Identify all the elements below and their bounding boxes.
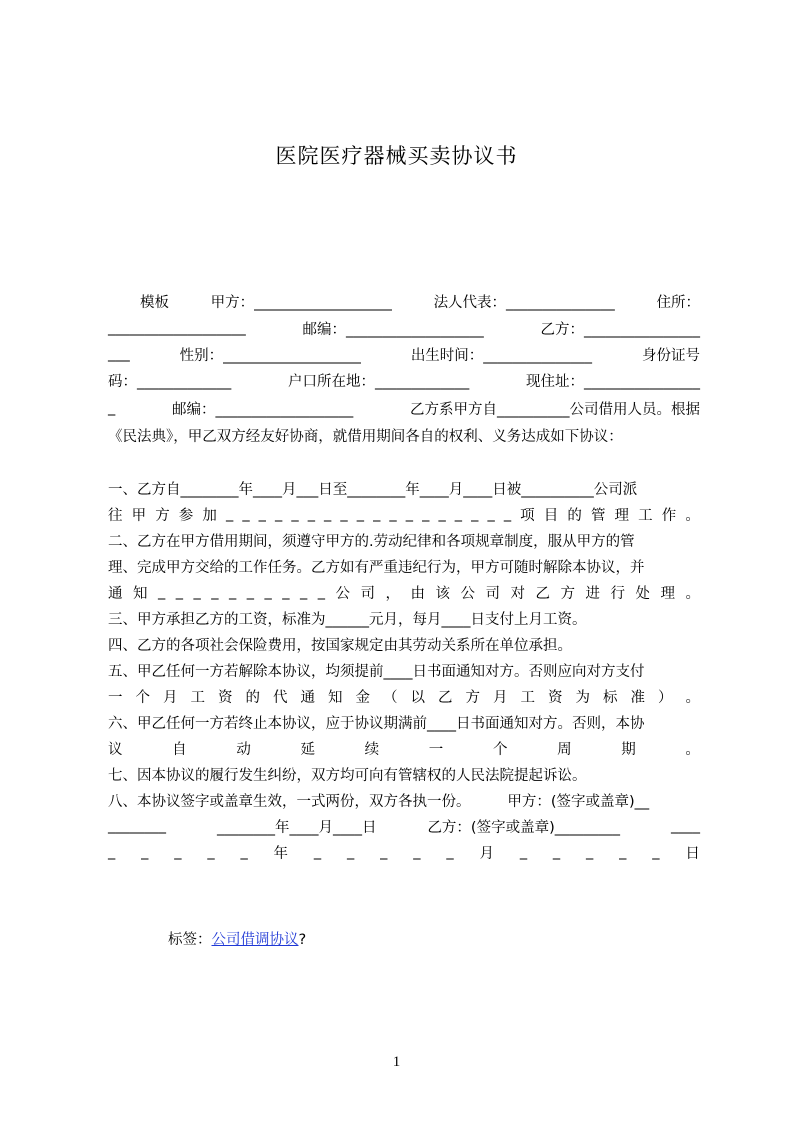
party-info-segment: 户口所在地：_____________ — [288, 373, 470, 390]
clause-segment: 工 — [638, 507, 653, 524]
clause-segment: _ — [652, 844, 660, 860]
clause-segment: 乙方：(签字或盖章)_________ — [427, 819, 621, 836]
clause-segment: 年 — [273, 845, 289, 862]
clause-segment: 理 — [614, 507, 630, 524]
clause-segment: _ — [264, 584, 272, 600]
clause-line — [108, 579, 700, 605]
clause-segment: _ — [174, 844, 182, 860]
clause-segment: 的 — [245, 689, 260, 706]
clause-line: 六、甲乙任何一方若终止本协议，应于协议期满前____日书面通知对方。否则，本协 — [108, 715, 645, 732]
clause-segment: 通 — [108, 585, 123, 602]
clause-line: 四、乙方的各项社会保险费用，按国家规定由其劳动关系所在单位承担。 — [108, 637, 572, 654]
clause-segment: 由 — [410, 585, 425, 602]
clause-segment: 期 — [621, 741, 636, 758]
clause-segment: 进 — [585, 585, 600, 602]
clause-segment: 准 — [630, 689, 645, 706]
clause-segment: 代 — [273, 689, 288, 706]
clause-segment: 理 — [660, 585, 675, 602]
party-info-segment: 模板 — [140, 294, 169, 311]
party-info-segment: 性别：___________________ — [179, 347, 361, 364]
clause-segment: _ — [300, 584, 308, 600]
clause-line: 五、甲乙任何一方若解除本协议，均须提前____日书面通知对方。否则应向对方支付 — [108, 663, 645, 680]
clause-segment: 月 — [479, 845, 494, 862]
clause-segment: _ — [225, 506, 234, 522]
clause-segment: _ — [586, 844, 594, 860]
clause-segment: 一 — [108, 689, 123, 706]
clause-segment: 知 — [133, 585, 148, 602]
document-title: 医院医疗器械买卖协议书 — [275, 144, 518, 168]
clause-segment: _ — [619, 844, 627, 860]
clause-segment: _ — [454, 506, 463, 522]
clause-segment: ， — [385, 585, 400, 602]
clause-segment: _ — [340, 506, 348, 522]
clause-segment: _ — [291, 506, 299, 522]
tag-suffix: ? — [298, 932, 307, 948]
clause-segment: 个 — [135, 689, 150, 706]
clause-segment: _ — [356, 506, 364, 522]
clause-segment: _ — [211, 584, 219, 600]
clause-segment: ____ — [670, 818, 700, 834]
party-info-line — [108, 395, 700, 421]
tag-link[interactable]: 公司借调协议 — [211, 932, 299, 948]
party-info-segment: 乙方系甲方自__________公司借用人员。根据 — [410, 401, 700, 418]
clause-segment: ________年____月____日 — [216, 819, 377, 836]
clause-segment: 行 — [610, 585, 625, 602]
clause-segment: 资 — [218, 689, 233, 706]
clause-segment: 公 — [460, 585, 475, 602]
clause-segment: _ — [275, 506, 283, 522]
clause-segment: 工 — [190, 689, 205, 706]
tags-row — [168, 928, 306, 949]
party-info-segment: 码：_____________ — [108, 373, 232, 390]
clause-segment: _ — [471, 506, 479, 522]
party-info-segment: ___________________ — [108, 320, 246, 336]
clause-segment: _ — [108, 844, 116, 860]
clause-segment: 月 — [163, 689, 178, 706]
clause-segment: 处 — [635, 585, 650, 602]
clause-segment: _ — [141, 844, 149, 860]
party-info-segment: 出生时间：_______________ — [410, 347, 593, 364]
clause-segment: 公 — [335, 585, 350, 602]
clause-line: 一、乙方自________年____月___日至________年____月____日被__________公司派 — [108, 481, 638, 498]
clause-line: 三、甲方承担乙方的工资，标准为______元月，每月____日支付上月工资。 — [108, 611, 587, 628]
clause-segment: 方 — [560, 585, 575, 602]
clause-segment: 参 — [178, 507, 194, 524]
clause-line: 理、完成甲方交给的工作任务。乙方如有严重违纪行为，甲方可随时解除本协议，并 — [108, 559, 645, 576]
clause-line — [108, 839, 700, 865]
party-info-line — [108, 315, 700, 341]
clause-segment: _ — [519, 844, 528, 860]
page-number: 1 — [392, 1054, 401, 1070]
clause-segment: 。 — [685, 507, 700, 524]
clause-segment: ________ — [108, 818, 166, 834]
party-info-segment: 甲方：___________________ — [210, 294, 392, 311]
clause-segment: _ — [446, 844, 454, 860]
party-info-segment: 住所： — [656, 294, 700, 311]
clause-line — [108, 813, 700, 839]
clause-segment: _ — [307, 506, 315, 522]
clause-segment: 知 — [328, 689, 343, 706]
clause-segment: 作 — [661, 507, 677, 524]
party-info-line — [108, 367, 700, 393]
clause-segment: 一 — [428, 741, 444, 758]
clause-line — [108, 683, 700, 709]
clause-segment: 资 — [548, 689, 563, 706]
clause-segment: _ — [487, 506, 495, 522]
intro-line: 《民法典》，甲乙双方经友好协商，就借用期间各自的权利、义务达成如下协议： — [108, 428, 623, 445]
party-info-segment: 邮编：___________________ — [172, 401, 354, 418]
clause-segment: 日 — [685, 845, 700, 862]
clause-segment: 。 — [685, 689, 700, 706]
clause-segment: _ — [389, 506, 397, 522]
party-info-segment: ___ — [108, 346, 130, 362]
clause-line: 二、乙方在甲方借用期间，须遵守甲方的.劳动纪律和各项规章制度，服从甲方的管 — [108, 533, 635, 550]
clause-segment: 工 — [520, 689, 535, 706]
clause-line: 七、因本协议的履行发生纠纷，双方均可向有管辖权的人民法院提起诉讼。 — [108, 767, 587, 784]
clause-segment: 乙 — [438, 689, 453, 706]
clause-segment: 目 — [543, 507, 559, 524]
party-info-segment: 邮编：___________________ — [302, 321, 484, 338]
clause-segment: 月 — [493, 689, 508, 706]
clause-segment: 加 — [202, 507, 217, 524]
clause-segment: _ — [229, 584, 237, 600]
clause-segment: _ — [175, 584, 183, 600]
party-info-line — [140, 288, 700, 314]
clause-segment: _ — [207, 844, 215, 860]
party-info-segment: 法人代表：_______________ — [433, 294, 615, 311]
clause-segment: _ — [282, 584, 290, 600]
clause-segment: 。 — [685, 741, 700, 758]
clause-segment: _ — [158, 584, 166, 600]
clause-segment: 标 — [603, 689, 618, 706]
clause-segment: 方 — [155, 507, 170, 524]
tags-label: 标签： — [168, 932, 212, 948]
clause-segment: _ — [246, 584, 254, 600]
clause-line — [108, 501, 700, 527]
clause-segment: 司 — [485, 585, 500, 602]
party-info-segment: 乙方：________________ — [540, 321, 700, 338]
clause-segment: 司 — [360, 585, 375, 602]
clause-segment: 延 — [300, 741, 315, 758]
clause-segment: _ — [422, 506, 430, 522]
clause-segment: 为 — [575, 689, 590, 706]
clause-segment: 的 — [567, 507, 582, 524]
clause-line: 八、本协议签字或盖章生效，一式两份，双方各执一份。 甲方：(签字或盖章)__ — [108, 793, 650, 810]
clause-segment: 议 — [108, 741, 123, 758]
clause-segment: _ — [373, 506, 381, 522]
clause-segment: _ — [503, 506, 512, 522]
clause-segment: 通 — [300, 689, 315, 706]
party-info-segment: 现住址：________________ — [526, 373, 700, 390]
clause-segment: _ — [324, 506, 332, 522]
clause-segment: ） — [658, 689, 673, 706]
clause-segment: 自 — [172, 741, 187, 758]
clause-segment: 金 — [355, 689, 370, 706]
clause-segment: _ — [405, 506, 413, 522]
clause-segment: _ — [193, 584, 201, 600]
clause-segment: 往 — [108, 507, 123, 524]
clause-segment: _ — [413, 844, 421, 860]
clause-segment: _ — [317, 584, 325, 600]
clause-segment: 项 — [520, 507, 535, 524]
clause-line — [108, 735, 700, 761]
clause-segment: _ — [258, 506, 266, 522]
clause-segment: _ — [552, 844, 561, 860]
clause-segment: 甲 — [131, 507, 147, 524]
clause-segment: 。 — [685, 585, 700, 602]
clause-segment: _ — [438, 506, 446, 522]
clause-segment: _ — [242, 506, 250, 522]
clause-segment: 管 — [590, 507, 606, 524]
clause-segment: 动 — [236, 741, 251, 758]
clause-segment: _ — [313, 844, 322, 860]
clause-segment: 该 — [435, 585, 450, 602]
party-info-segment: 身份证号 — [641, 347, 700, 364]
clause-segment: 对 — [510, 585, 525, 602]
clause-segment: （ — [383, 689, 398, 706]
clause-segment: 续 — [364, 741, 380, 758]
clause-segment: 个 — [492, 741, 508, 758]
clause-segment: 以 — [410, 689, 425, 706]
clause-segment: _ — [380, 844, 388, 860]
party-info-segment: _ — [108, 400, 116, 416]
clause-segment: 乙 — [535, 585, 550, 602]
party-info-line — [108, 341, 700, 367]
clause-segment: 周 — [557, 741, 572, 758]
clause-segment: 方 — [465, 689, 480, 706]
clause-segment: _ — [347, 844, 355, 860]
clause-segment: _ — [240, 844, 248, 860]
